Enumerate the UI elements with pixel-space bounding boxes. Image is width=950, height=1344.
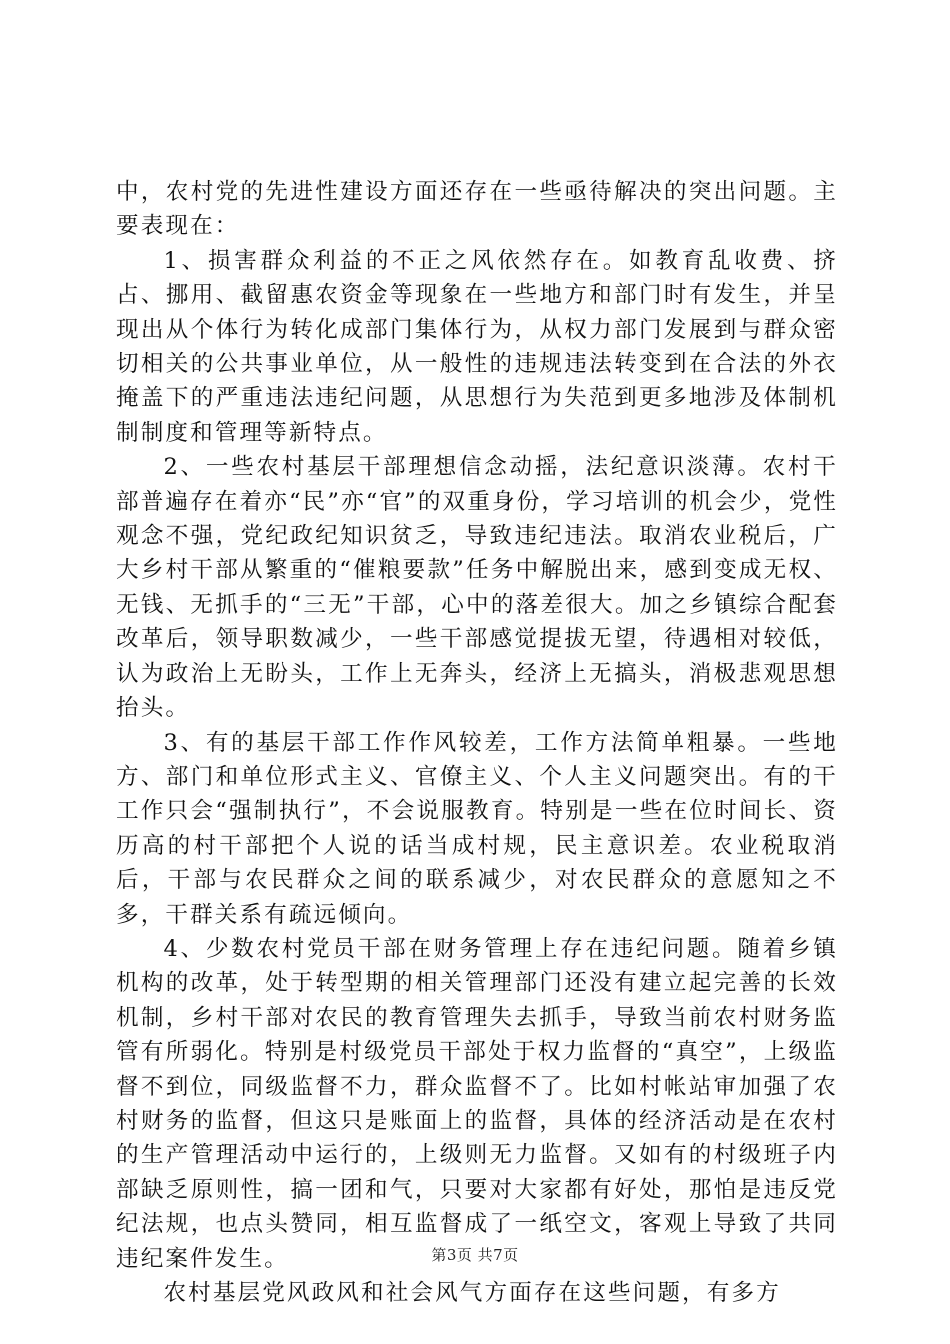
paragraph-intro: 中，农村党的先进性建设方面还存在一些亟待解决的突出问题。主要表现在： <box>116 179 838 240</box>
paragraph-closing: 农村基层党风政风和社会风气方面存在这些问题，有多方 <box>163 1280 781 1306</box>
page-number-footer: 第3页 共7页 <box>431 1246 519 1264</box>
document-body <box>116 175 838 1310</box>
paragraph-point-1: 1、损害群众利益的不正之风依然存在。如教育乱收费、挤占、挪用、截留惠农资金等现象在一些地方和部门时有发生，并呈现出从个体行为转化成部门集体行为，从权力部门发展到与群众密切相关的公共事业单位，从一般性的违规违法转变到在合法的外衣掩盖下的严重违法违纪问题，从思想行为失范到更多地涉及体制机制制度和管理等新特点。 <box>116 247 838 446</box>
paragraph-point-4: 4、少数农村党员干部在财务管理上存在违纪问题。随着乡镇机构的改革，处于转型期的相关管理部门还没有建立起完善的长效机制，乡村干部对农民的教育管理失去抓手，导致当前农村财务监管有所弱化。特别是村级党员干部处于权力监督的“真空”，上级监督不到位，同级监督不力，群众监督不了。比如村帐站审加强了农村财务的监督，但这只是账面上的监督，具体的经济活动是在农村的生产管理活动中运行的，上级则无力监督。又如有的村级班子内部缺乏原则性，搞一团和气，只要对大家都有好处，那怕是违反党纪法规，也点头赞同，相互监督成了一纸空文，客观上导致了共同违纪案件发生。 <box>116 935 838 1272</box>
paragraph-point-2: 2、一些农村基层干部理想信念动摇，法纪意识淡薄。农村干部普遍存在着亦“民”亦“官”的双重身份，学习培训的机会少，党性观念不强，党纪政纪知识贫乏，导致违纪违法。取消农业税后，广大乡村干部从繁重的“催粮要款”任务中解脱出来，感到变成无权、无钱、无抓手的“三无”干部，心中的落差很大。加之乡镇综合配套改革后，领导职数减少，一些干部感觉提拔无望，待遇相对较低，认为政治上无盼头，工作上无奔头，经济上无搞头，消极悲观思想抬头。 <box>116 454 838 722</box>
paragraph-point-3: 3、有的基层干部工作作风较差，工作方法简单粗暴。一些地方、部门和单位形式主义、官僚主义、个人主义问题突出。有的干工作只会“强制执行”，不会说服教育。特别是一些在位时间长、资历高的村干部把个人说的话当成村规，民主意识差。农业税取消后，干部与农民群众之间的联系减少，对农民群众的意愿知之不多，干群关系有疏远倾向。 <box>116 729 838 928</box>
